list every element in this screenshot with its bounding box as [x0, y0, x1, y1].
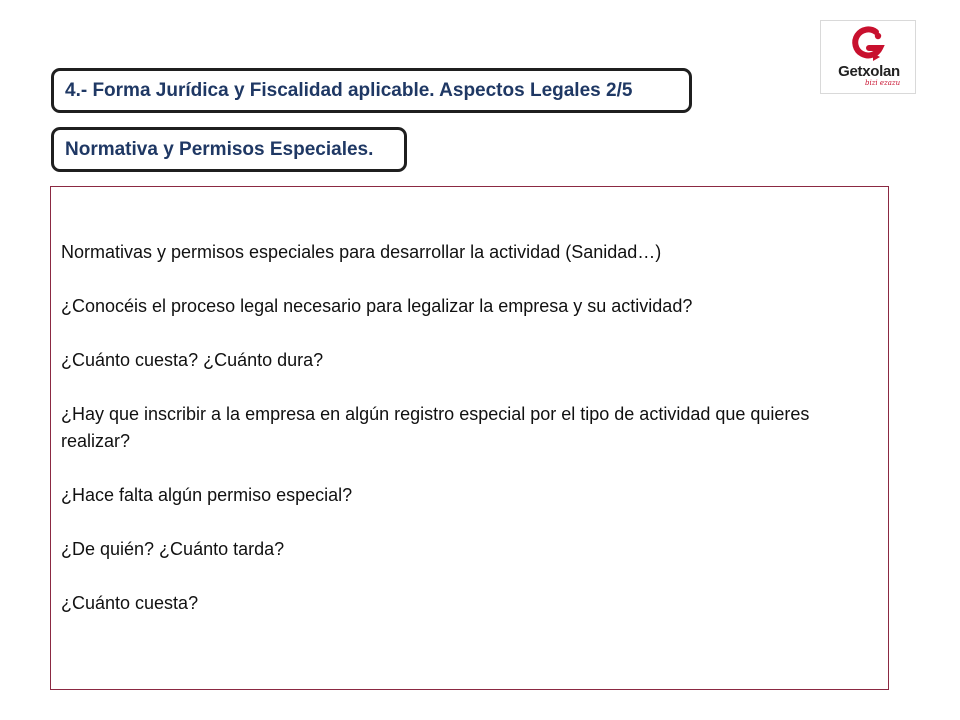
list-item: ¿Hay que inscribir a la empresa en algún registro especial por el tipo de actividad que quieres realizar? — [61, 404, 810, 451]
getxolan-logo — [820, 20, 916, 94]
section-title — [51, 68, 692, 113]
list-item: ¿Hace falta algún permiso especial? — [61, 485, 353, 505]
section-title-text: 4.- Forma Jurídica y Fiscalidad aplicable. Aspectos Legales 2/5 — [65, 80, 633, 101]
section-subtitle-text: Normativa y Permisos Especiales. — [65, 139, 374, 160]
list-item: ¿De quién? ¿Cuánto tarda? — [61, 539, 285, 559]
getxolan-logo-icon — [849, 24, 889, 64]
content-box — [50, 186, 889, 690]
list-item: Normativas y permisos especiales para desarrollar la actividad (Sanidad…) — [61, 242, 662, 262]
logo-tagline: bizi ezazu — [865, 79, 901, 87]
section-subtitle — [51, 127, 407, 172]
list-item: ¿Conocéis el proceso legal necesario para legalizar la empresa y su actividad? — [61, 296, 693, 316]
list-item: ¿Cuánto cuesta? ¿Cuánto dura? — [61, 350, 324, 370]
question-list — [61, 239, 871, 644]
list-item: ¿Cuánto cuesta? — [61, 593, 199, 613]
logo-wordmark: Getxolan — [838, 63, 900, 80]
